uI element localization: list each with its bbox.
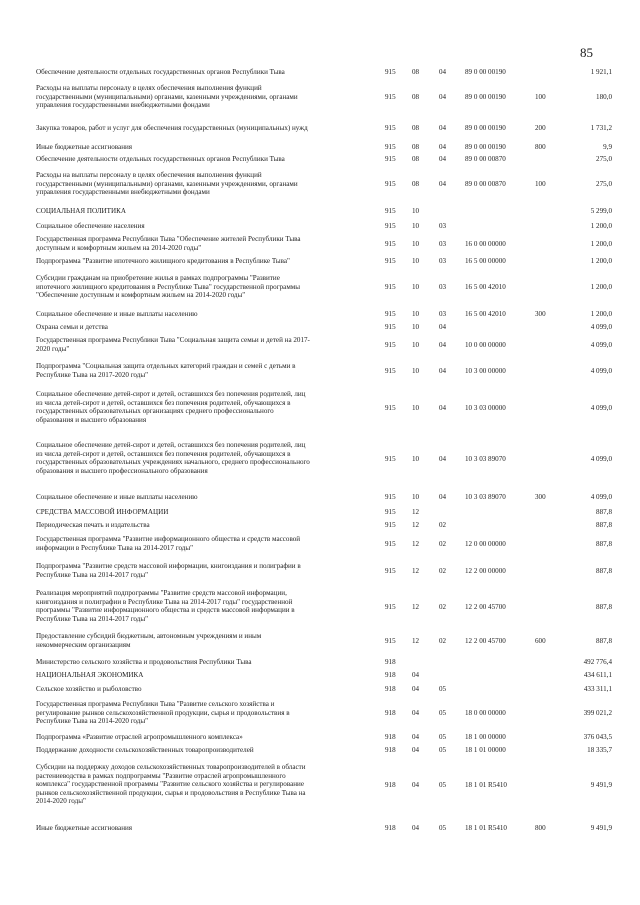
row-admin-code: 915: [385, 567, 396, 575]
row-section-code: 10: [412, 283, 420, 291]
row-name: Подпрограмма "Социальная защита отдельных категорий граждан и семей с детьми в Республике Тыва на 2017-2020 годы": [36, 362, 296, 379]
row-subsection-code: 04: [439, 93, 447, 101]
row-target-article: 18 1 01 00000: [465, 746, 506, 754]
row-amount: 18 335,7: [587, 746, 612, 754]
row-admin-code: 915: [385, 124, 396, 132]
row-expense-type: 300: [535, 493, 546, 501]
row-subsection-code: 05: [439, 685, 447, 693]
row-section-code: 04: [412, 824, 420, 832]
row-section-code: 10: [412, 310, 420, 318]
row-amount: 1 200,0: [590, 283, 612, 291]
row-amount: 9 491,9: [590, 781, 612, 789]
row-amount: 9,9: [603, 143, 612, 151]
row-subsection-code: 05: [439, 733, 447, 741]
row-admin-code: 915: [385, 323, 396, 331]
row-amount: 376 043,5: [583, 733, 612, 741]
row-name: Иные бюджетные ассигнования: [36, 143, 133, 151]
row-admin-code: 918: [385, 824, 396, 832]
row-admin-code: 915: [385, 283, 396, 291]
row-subsection-code: 02: [439, 567, 447, 575]
row-amount: 275,0: [596, 180, 612, 188]
row-name: Подпрограмма "Развитие ипотечного жилищного кредитования в Республике Тыва": [36, 257, 290, 265]
row-name: Сельское хозяйство и рыболовство: [36, 685, 142, 693]
row-name: Государственная программа Республики Тыва "Обеспечение жителей Республики Тыва доступным и комфортным жильем на 2014-2020 годы": [36, 235, 301, 252]
row-name: Социальное обеспечение и иные выплаты населению: [36, 310, 198, 318]
row-section-code: 12: [412, 540, 420, 548]
row-expense-type: 600: [535, 637, 546, 645]
row-target-article: 89 0 00 00190: [465, 124, 506, 132]
row-name: Социальное обеспечение населения: [36, 222, 145, 230]
row-amount: 887,8: [596, 603, 612, 611]
row-amount: 1 200,0: [590, 310, 612, 318]
row-section-code: 10: [412, 341, 420, 349]
row-admin-code: 918: [385, 709, 396, 717]
row-subsection-code: 04: [439, 404, 447, 412]
row-section-code: 12: [412, 508, 420, 516]
row-target-article: 89 0 00 00870: [465, 155, 506, 163]
row-target-article: 89 0 00 00190: [465, 68, 506, 76]
row-admin-code: 915: [385, 637, 396, 645]
row-subsection-code: 02: [439, 603, 447, 611]
row-subsection-code: 04: [439, 323, 447, 331]
row-subsection-code: 05: [439, 746, 447, 754]
row-section-code: 08: [412, 180, 420, 188]
row-section-code: 04: [412, 746, 420, 754]
row-amount: 1 200,0: [590, 257, 612, 265]
row-amount: 887,8: [596, 637, 612, 645]
row-amount: 4 099,0: [590, 455, 612, 463]
row-name: Государственная программа Республики Тыва "Социальная защита семьи и детей на 2017- 2020 годы": [36, 336, 310, 353]
row-name: Периодическая печать и издательства: [36, 521, 150, 529]
row-amount: 1 731,2: [590, 124, 612, 132]
row-section-code: 10: [412, 455, 420, 463]
row-name: НАЦИОНАЛЬНАЯ ЭКОНОМИКА: [36, 671, 144, 679]
row-expense-type: 100: [535, 180, 546, 188]
row-target-article: 12 0 00 00000: [465, 540, 506, 548]
row-admin-code: 918: [385, 685, 396, 693]
row-section-code: 08: [412, 93, 420, 101]
row-expense-type: 100: [535, 93, 546, 101]
row-section-code: 04: [412, 685, 420, 693]
row-target-article: 18 1 01 R5410: [465, 781, 507, 789]
row-name: Субсидии гражданам на приобретение жилья в рамках подпрограммы "Развитие ипотечного жилищного кредитования в Республике Тыва" государственной программы "Обеспечение доступным и комфортным жильем на 2014-2020 годы": [36, 274, 301, 300]
row-subsection-code: 03: [439, 283, 447, 291]
row-amount: 492 776,4: [583, 658, 612, 666]
row-subsection-code: 03: [439, 240, 447, 248]
row-target-article: 16 5 00 00000: [465, 257, 506, 265]
row-amount: 9 491,9: [590, 824, 612, 832]
row-admin-code: 915: [385, 222, 396, 230]
row-name: Субсидии на поддержку доходов сельскохозяйственных товаропроизводителей в области растениеводства в рамках подпрограммы "Развитие отраслей агропромышленного комплекса" государственной программы "Развитие сельского хозяйства и регулирование рынков сельскохозяйственной продукции, сырья и продовольствия в Республике Тыва на 2014-2020 годы": [36, 763, 306, 806]
row-subsection-code: 04: [439, 341, 447, 349]
row-expense-type: 800: [535, 143, 546, 151]
row-section-code: 12: [412, 637, 420, 645]
row-admin-code: 915: [385, 521, 396, 529]
row-section-code: 04: [412, 781, 420, 789]
row-amount: 887,8: [596, 567, 612, 575]
row-subsection-code: 05: [439, 781, 447, 789]
row-admin-code: 915: [385, 493, 396, 501]
row-name: Государственная программа "Развитие информационного общества и средств массовой информации в Республике Тыва на 2014-2017 годы": [36, 535, 301, 552]
row-subsection-code: 02: [439, 521, 447, 529]
row-target-article: 12 2 00 00000: [465, 567, 506, 575]
row-name: Охрана семьи и детства: [36, 323, 108, 331]
row-admin-code: 915: [385, 310, 396, 318]
row-target-article: 16 5 00 42010: [465, 310, 506, 318]
row-subsection-code: 05: [439, 824, 447, 832]
row-subsection-code: 04: [439, 68, 447, 76]
row-admin-code: 918: [385, 733, 396, 741]
row-section-code: 10: [412, 257, 420, 265]
row-admin-code: 918: [385, 781, 396, 789]
row-target-article: 89 0 00 00190: [465, 93, 506, 101]
row-amount: 887,8: [596, 540, 612, 548]
row-name: Поддержание доходности сельскохозяйственных товаропроизводителей: [36, 746, 254, 754]
row-section-code: 04: [412, 709, 420, 717]
row-amount: 1 921,1: [590, 68, 612, 76]
row-name: Подпрограмма «Развитие отраслей агропромышленного комплекса»: [36, 733, 243, 741]
row-section-code: 10: [412, 493, 420, 501]
row-section-code: 10: [412, 222, 420, 230]
row-amount: 180,0: [596, 93, 612, 101]
row-admin-code: 915: [385, 240, 396, 248]
row-admin-code: 915: [385, 180, 396, 188]
row-expense-type: 300: [535, 310, 546, 318]
row-name: Иные бюджетные ассигнования: [36, 824, 133, 832]
row-subsection-code: 04: [439, 155, 447, 163]
row-target-article: 16 5 00 42010: [465, 283, 506, 291]
row-subsection-code: 03: [439, 310, 447, 318]
row-subsection-code: 03: [439, 257, 447, 265]
row-target-article: 10 0 00 00000: [465, 341, 506, 349]
row-target-article: 18 1 00 00000: [465, 733, 506, 741]
row-name: Реализация мероприятий подпрограммы "Развитие средств массовой информации, книгоиздания и полиграфии в Республике Тыва на 2014-2017 годы" государственной программы "Развитие информационного общества и средств массовой информации в Республике Тыва на 2014-2017 годы": [36, 589, 295, 623]
row-name: Подпрограмма "Развитие средств массовой информации, книгоиздания и полиграфии в Республике Тыва на 2014-2017 годы": [36, 562, 301, 579]
row-subsection-code: 04: [439, 124, 447, 132]
row-target-article: 18 0 00 00000: [465, 709, 506, 717]
row-admin-code: 915: [385, 603, 396, 611]
row-section-code: 04: [412, 733, 420, 741]
row-section-code: 08: [412, 68, 420, 76]
row-amount: 1 200,0: [590, 240, 612, 248]
row-subsection-code: 04: [439, 143, 447, 151]
row-name: СРЕДСТВА МАССОВОЙ ИНФОРМАЦИИ: [36, 508, 169, 516]
row-subsection-code: 04: [439, 180, 447, 188]
row-amount: 275,0: [596, 155, 612, 163]
row-section-code: 10: [412, 367, 420, 375]
row-subsection-code: 05: [439, 709, 447, 717]
row-section-code: 08: [412, 143, 420, 151]
row-section-code: 10: [412, 207, 420, 215]
row-admin-code: 918: [385, 671, 396, 679]
row-name: Закупка товаров, работ и услуг для обеспечения государственных (муниципальных) нужд: [36, 124, 308, 132]
row-section-code: 08: [412, 155, 420, 163]
row-subsection-code: 03: [439, 222, 447, 230]
row-admin-code: 915: [385, 155, 396, 163]
row-subsection-code: 04: [439, 493, 447, 501]
row-amount: 4 099,0: [590, 323, 612, 331]
row-name: СОЦИАЛЬНАЯ ПОЛИТИКА: [36, 207, 126, 215]
row-section-code: 10: [412, 240, 420, 248]
row-amount: 434 611,1: [583, 671, 612, 679]
row-target-article: 12 2 00 45700: [465, 603, 506, 611]
row-admin-code: 915: [385, 68, 396, 76]
row-section-code: 12: [412, 521, 420, 529]
row-target-article: 10 3 03 89070: [465, 455, 506, 463]
row-amount: 4 099,0: [590, 367, 612, 375]
row-target-article: 12 2 00 45700: [465, 637, 506, 645]
row-admin-code: 918: [385, 746, 396, 754]
row-amount: 887,8: [596, 521, 612, 529]
row-admin-code: 915: [385, 207, 396, 215]
row-name: Предоставление субсидий бюджетным, автономным учреждениям и иным некоммерческим организациям: [36, 632, 262, 649]
row-subsection-code: 04: [439, 367, 447, 375]
page-number: 85: [580, 45, 593, 60]
row-admin-code: 918: [385, 658, 396, 666]
row-admin-code: 915: [385, 455, 396, 463]
row-amount: 433 311,1: [583, 685, 612, 693]
row-amount: 4 099,0: [590, 404, 612, 412]
row-amount: 1 200,0: [590, 222, 612, 230]
row-target-article: 89 0 00 00190: [465, 143, 506, 151]
row-name: Государственная программа Республики Тыва "Развитие сельского хозяйства и регулирование рынков сельскохозяйственной продукции, сырья и продовольствия в Республике Тыва на 2014-2020 годы": [36, 700, 290, 726]
row-admin-code: 915: [385, 508, 396, 516]
row-expense-type: 800: [535, 824, 546, 832]
row-name: Обеспечение деятельности отдельных государственных органов Республики Тыва: [36, 155, 285, 163]
row-name: Министерство сельского хозяйства и продовольствия Республики Тыва: [36, 658, 252, 666]
row-target-article: 10 3 00 00000: [465, 367, 506, 375]
row-name: Социальное обеспечение детей-сирот и детей, оставшихся без попечения родителей, лиц из числа детей-сирот и детей, оставшихся без попечения родителей, обучающихся в государственных образовательных организациях среднего профессионального образования и высшего образования: [36, 390, 306, 424]
row-amount: 5 299,0: [590, 207, 612, 215]
row-admin-code: 915: [385, 257, 396, 265]
row-expense-type: 200: [535, 124, 546, 132]
row-section-code: 10: [412, 404, 420, 412]
row-amount: 4 099,0: [590, 493, 612, 501]
row-name: Расходы на выплаты персоналу в целях обеспечения выполнения функций государственными (муниципальными) органами, казенными учреждениями, органами управления государственными внебюджетными фондами: [36, 84, 298, 110]
row-target-article: 16 0 00 00000: [465, 240, 506, 248]
row-admin-code: 915: [385, 93, 396, 101]
row-admin-code: 915: [385, 404, 396, 412]
row-name: Обеспечение деятельности отдельных государственных органов Республики Тыва: [36, 68, 285, 76]
row-subsection-code: 04: [439, 455, 447, 463]
row-target-article: 89 0 00 00870: [465, 180, 506, 188]
row-name: Расходы на выплаты персоналу в целях обеспечения выполнения функций государственными (муниципальными) органами, казенными учреждениями, органами управления государственными внебюджетными фондами: [36, 171, 298, 197]
row-amount: 399 021,2: [583, 709, 612, 717]
row-target-article: 10 3 03 00000: [465, 404, 506, 412]
row-target-article: 18 1 01 R5410: [465, 824, 507, 832]
row-section-code: 04: [412, 671, 420, 679]
row-subsection-code: 02: [439, 637, 447, 645]
row-section-code: 10: [412, 323, 420, 331]
row-section-code: 12: [412, 603, 420, 611]
row-admin-code: 915: [385, 143, 396, 151]
row-section-code: 12: [412, 567, 420, 575]
row-admin-code: 915: [385, 341, 396, 349]
row-amount: 4 099,0: [590, 341, 612, 349]
row-subsection-code: 02: [439, 540, 447, 548]
row-amount: 887,8: [596, 508, 612, 516]
row-admin-code: 915: [385, 367, 396, 375]
row-name: Социальное обеспечение и иные выплаты населению: [36, 493, 198, 501]
row-section-code: 08: [412, 124, 420, 132]
row-target-article: 10 3 03 89070: [465, 493, 506, 501]
row-admin-code: 915: [385, 540, 396, 548]
row-name: Социальное обеспечение детей-сирот и детей, оставшихся без попечения родителей, лиц из числа детей-сирот и детей, оставшихся без попечения родителей, обучающихся в государственных образовательных учреждениях начального, среднего профессионального образования и высшего профессионального образования: [36, 441, 310, 475]
